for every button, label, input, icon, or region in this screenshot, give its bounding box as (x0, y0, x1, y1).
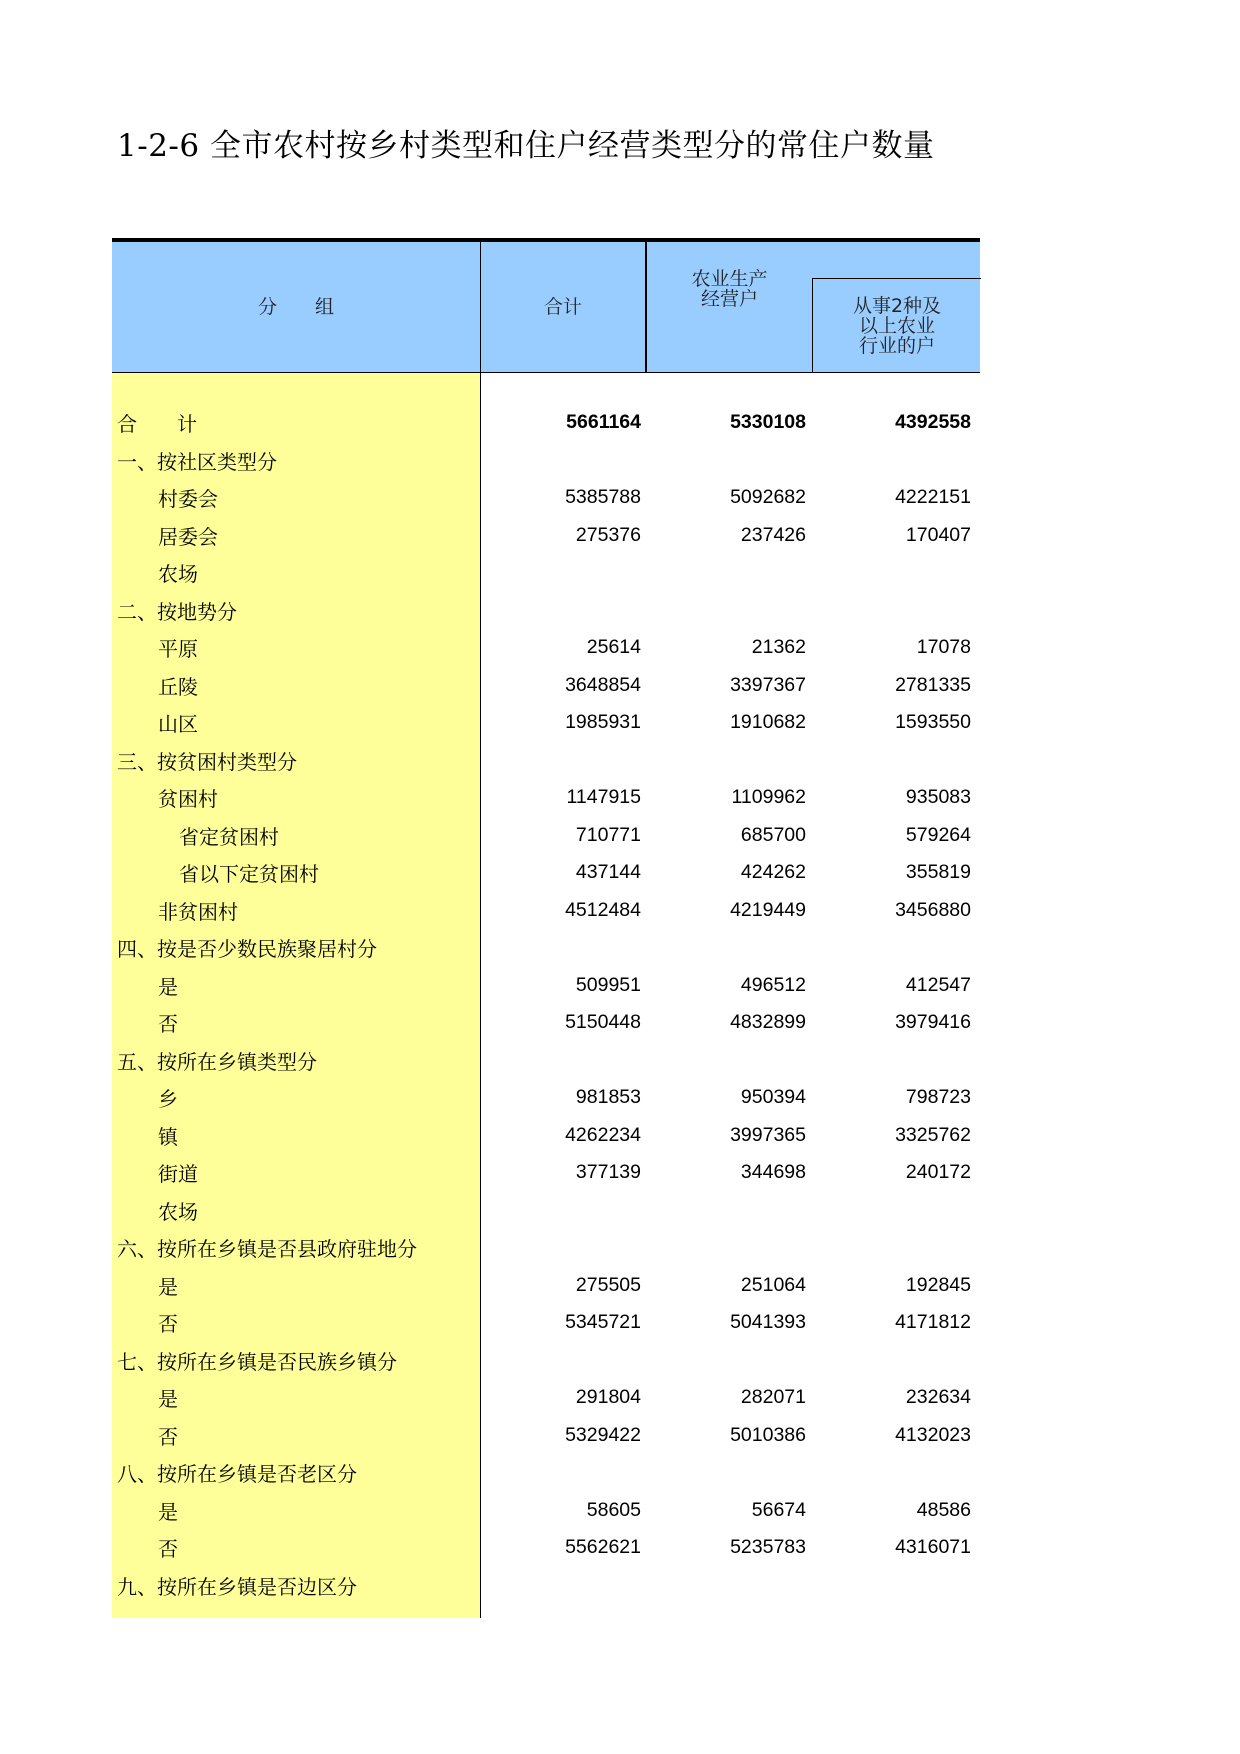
table-row (112, 967, 980, 1005)
cell-agri: 282071 (740, 1386, 806, 1409)
column-header-agri-text: 农业生产 经营户 (691, 268, 768, 310)
row-label: 八、按所在乡镇是否老区分 (117, 1462, 357, 1487)
cell-total: 5329422 (565, 1423, 641, 1446)
cell-multi: 4392558 (895, 411, 971, 434)
cell-multi: 1593550 (895, 711, 971, 734)
table-row (112, 779, 980, 817)
row-label: 是 (158, 974, 178, 999)
row-label: 农场 (158, 562, 198, 587)
table-row (112, 742, 980, 780)
row-label: 村委会 (158, 487, 218, 512)
cell-total: 4262234 (565, 1123, 641, 1146)
row-label: 否 (158, 1012, 178, 1037)
cell-total: 3648854 (565, 673, 641, 696)
table-row (112, 1004, 980, 1042)
table-row (112, 1417, 980, 1455)
row-label: 二、按地势分 (117, 599, 237, 624)
cell-multi: 2781335 (895, 673, 971, 696)
row-label: 四、按是否少数民族聚居村分 (117, 937, 377, 962)
table-row (112, 629, 980, 667)
cell-multi: 3325762 (895, 1123, 971, 1146)
cell-agri: 4832899 (730, 1011, 806, 1034)
cell-agri: 21362 (751, 636, 806, 659)
column-header-multi (812, 278, 981, 373)
row-label: 乡 (158, 1087, 178, 1112)
cell-multi: 4171812 (895, 1311, 971, 1334)
cell-multi: 798723 (905, 1086, 971, 1109)
cell-total: 5661164 (566, 411, 641, 434)
row-label: 街道 (158, 1162, 198, 1187)
table-row (112, 1229, 980, 1267)
cell-multi: 3456880 (895, 898, 971, 921)
cell-agri: 5010386 (730, 1423, 806, 1446)
table-row (112, 1192, 980, 1230)
cell-agri: 5092682 (730, 486, 806, 509)
row-label: 省定贫困村 (179, 824, 279, 849)
column-header-group-label: 分 组 (257, 296, 334, 318)
cell-agri: 56674 (751, 1498, 806, 1521)
cell-total: 1147915 (566, 786, 641, 809)
table-row (112, 854, 980, 892)
row-label: 居委会 (158, 524, 218, 549)
table-row (112, 1154, 980, 1192)
cell-agri: 1109962 (731, 786, 806, 809)
cell-agri: 3397367 (730, 673, 806, 696)
row-label: 山区 (158, 712, 198, 737)
table-title: 1-2-6 全市农村按乡村类型和住户经营类型分的常住户数量 (117, 128, 935, 164)
cell-agri: 424262 (740, 861, 806, 884)
cell-total: 437144 (575, 861, 641, 884)
cell-multi: 4132023 (895, 1423, 971, 1446)
table-row (112, 1454, 980, 1492)
table-row (112, 929, 980, 967)
table-row (112, 1379, 980, 1417)
cell-total: 275376 (575, 523, 641, 546)
row-label: 五、按所在乡镇类型分 (117, 1049, 317, 1074)
column-header-total-label: 合计 (543, 296, 582, 318)
table-row (112, 892, 980, 930)
row-label: 是 (158, 1499, 178, 1524)
column-header-group (112, 242, 481, 372)
cell-total: 710771 (575, 823, 641, 846)
row-label: 镇 (158, 1124, 178, 1149)
row-label: 农场 (158, 1199, 198, 1224)
table-row (112, 1567, 980, 1605)
cell-multi: 412547 (905, 973, 971, 996)
table-row (112, 667, 980, 705)
table-row (112, 817, 980, 855)
cell-agri: 3997365 (730, 1123, 806, 1146)
cell-agri: 5041393 (730, 1311, 806, 1334)
row-label: 九、按所在乡镇是否边区分 (117, 1574, 357, 1599)
table-row (112, 1117, 980, 1155)
cell-multi: 935083 (905, 786, 971, 809)
row-label: 六、按所在乡镇是否县政府驻地分 (117, 1237, 417, 1262)
cell-multi: 3979416 (895, 1011, 971, 1034)
row-label: 否 (158, 1537, 178, 1562)
cell-total: 5562621 (565, 1536, 641, 1559)
cell-agri: 496512 (740, 973, 806, 996)
cell-agri: 950394 (740, 1086, 806, 1109)
cell-multi: 579264 (905, 823, 971, 846)
table-rows (112, 404, 980, 1604)
cell-multi: 48586 (916, 1498, 971, 1521)
cell-agri: 685700 (740, 823, 806, 846)
cell-agri: 237426 (740, 523, 806, 546)
row-label: 三、按贫困村类型分 (117, 749, 297, 774)
table-row (112, 1304, 980, 1342)
cell-multi: 170407 (905, 523, 971, 546)
row-label: 是 (158, 1274, 178, 1299)
table-row (112, 442, 980, 480)
cell-agri: 344698 (740, 1161, 806, 1184)
table-row (112, 1492, 980, 1530)
row-label: 否 (158, 1424, 178, 1449)
cell-multi: 192845 (905, 1273, 971, 1296)
cell-total: 509951 (575, 973, 641, 996)
cell-multi: 232634 (905, 1386, 971, 1409)
cell-multi: 4222151 (895, 486, 971, 509)
row-label: 省以下定贫困村 (179, 862, 319, 887)
cell-total: 275505 (575, 1273, 641, 1296)
cell-total: 58605 (586, 1498, 641, 1521)
row-label: 是 (158, 1387, 178, 1412)
cell-total: 5385788 (565, 486, 641, 509)
table-row (112, 404, 980, 442)
table-row (112, 592, 980, 630)
column-header-total (481, 242, 647, 372)
table-row (112, 1042, 980, 1080)
row-label: 一、按社区类型分 (117, 449, 277, 474)
row-label: 七、按所在乡镇是否民族乡镇分 (117, 1349, 397, 1374)
cell-total: 5345721 (565, 1311, 641, 1334)
row-label: 合 计 (117, 412, 197, 437)
row-label: 贫困村 (158, 787, 218, 812)
table-row (112, 1079, 980, 1117)
cell-agri: 1910682 (730, 711, 806, 734)
cell-total: 291804 (575, 1386, 641, 1409)
cell-multi: 17078 (916, 636, 971, 659)
cell-agri: 5330108 (730, 411, 806, 434)
table-row (112, 1342, 980, 1380)
row-label: 否 (158, 1312, 178, 1337)
column-header-multi-text: 从事2种及 以上农业 行业的户 (852, 295, 942, 357)
row-label: 平原 (158, 637, 198, 662)
cell-multi: 355819 (905, 861, 971, 884)
cell-total: 25614 (586, 636, 641, 659)
cell-agri: 5235783 (730, 1536, 806, 1559)
cell-total: 5150448 (565, 1011, 641, 1034)
table-row (112, 1529, 980, 1567)
cell-multi: 4316071 (895, 1536, 971, 1559)
column-header-agri (647, 242, 980, 372)
cell-total: 981853 (575, 1086, 641, 1109)
row-label: 非贫困村 (158, 899, 238, 924)
cell-total: 4512484 (565, 898, 641, 921)
cell-multi: 240172 (905, 1161, 971, 1184)
column-header-agri-label (647, 242, 812, 336)
table-row (112, 554, 980, 592)
table-row (112, 1267, 980, 1305)
table-row (112, 479, 980, 517)
cell-agri: 251064 (740, 1273, 806, 1296)
cell-total: 1985931 (565, 711, 641, 734)
row-label: 丘陵 (158, 674, 198, 699)
cell-agri: 4219449 (730, 898, 806, 921)
cell-total: 377139 (575, 1161, 641, 1184)
table-row (112, 704, 980, 742)
table-row (112, 517, 980, 555)
table-body (112, 373, 980, 1618)
